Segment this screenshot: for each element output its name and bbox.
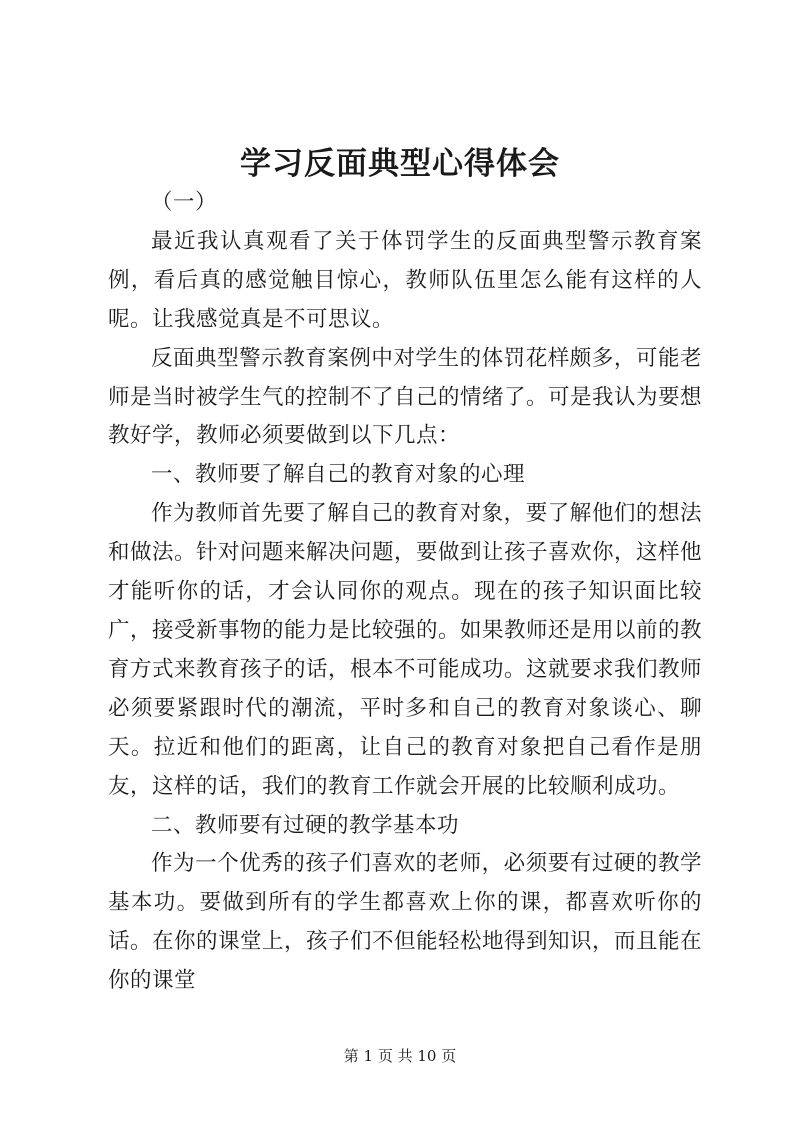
paragraph: 作为一个优秀的孩子们喜欢的老师，必须要有过硬的教学基本功。要做到所有的学生都喜欢上你的课，都喜欢听你的话。在你的课堂上，孩子们不但能轻松地得到知识，而且能在你的课堂	[108, 851, 703, 994]
paragraph: 作为教师首先要了解自己的教育对象，要了解他们的想法和做法。针对问题来解决问题，要做到让孩子喜欢你，这样他才能听你的话，才会认同你的观点。现在的孩子知识面比较广，接受新事物的能力是比较强的。如果教师还是用以前的教育方式来教育孩子的话，根本不可能成功。这就要求我们教师必须要紧跟时代的潮流，平时多和自己的教育对象谈心、聊天。拉近和他们的距离，让自己的教育对象把自己看作是朋友，这样的话，我们的教育工作就会开展的比较顺利成功。	[108, 501, 703, 799]
page-footer: 第 1 页 共 10 页	[343, 1047, 457, 1065]
paragraph: 反面典型警示教育案例中对学生的体罚花样颇多，可能老师是当时被学生气的控制不了自己的情绪了。可是我认为要想教好学，教师必须要做到以下几点：	[108, 345, 703, 449]
section-heading: 一、教师要了解自己的教育对象的心理	[151, 462, 526, 488]
section-marker: （一）	[151, 190, 218, 215]
section-heading: 二、教师要有过硬的教学基本功	[151, 812, 460, 838]
paragraph: 最近我认真观看了关于体罚学生的反面典型警示教育案例，看后真的感觉触目惊心，教师队伍里怎么能有这样的人呢。让我感觉真是不可思议。	[108, 228, 702, 332]
document-body	[108, 184, 702, 1001]
document-title: 学习反面典型心得体会	[240, 146, 560, 182]
